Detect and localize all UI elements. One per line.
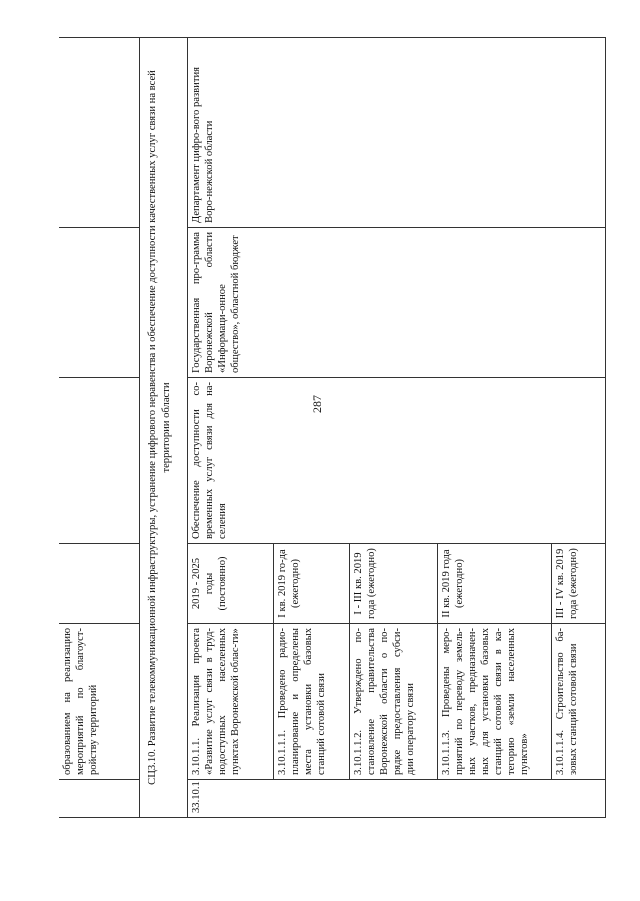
cell-executor: Департамент цифро-вого развития Воро-нежской области [187,38,605,228]
cell-event-period: I кв. 2019 го-да (ежегодно) [273,544,349,624]
cell-result: Обеспечение доступности со-временных услуг связи для на-селения [187,378,605,544]
table-row-main [187,38,273,818]
cell-event-period: I - III кв. 2019 года (ежегодно) [349,544,437,624]
program-table [59,37,606,818]
cell-empty [59,544,139,624]
cell-empty [59,228,139,378]
cell-continuation-text: образованием на реализацию мероприятий по благоуст-ройству территорий [59,624,139,780]
cell-empty [59,38,139,228]
cell-empty [59,378,139,544]
cell-main-title: 3.10.1.1. Реализация проекта «Развитие услуг связи в труд-нодоступных населенных пунктах Воронежской облас-ти» [187,624,273,780]
cell-main-period: 2019 - 2025 годы (постоянно) [187,544,273,624]
cell-event-text: 3.10.1.1.2. Утверждено по-становление правительства Воронежской области о по-рядке предоставления субси-дии оператору связи [349,624,437,780]
cell-event-period: II кв. 2019 года (ежегодно) [437,544,551,624]
table-row-continuation [59,38,139,818]
cell-program: Государственная про-грамма Воронежской области «Информаци-онное общество», областной бюджет [187,228,605,378]
cell-event-period: III - IV кв. 2019 года (ежегодно) [551,544,605,624]
section-heading: СЦ3.10. Развитие телекоммуникационной инфраструктуры, устранение цифрового неравенства и обеспечение доступности качественных услуг связи на всей территории области [139,38,187,818]
page-number: 287 [310,395,324,413]
cell-empty-code [59,780,139,818]
table-row-section [139,38,187,818]
rotated-table-container [59,38,629,818]
cell-event-text: 3.10.1.1.3. Проведены меро-приятий по переводу земель-ных участков, предназначен-ных для установки базовых станций сотовой связи в ка-тегорию «земли населенных пунктов» [437,624,551,780]
cell-code: 33.10.1 [187,780,605,818]
cell-event-text: 3.10.1.1.1. Проведено радио-планирование и определены места установки базовых станций сотовой связи [273,624,349,780]
cell-event-text: 3.10.1.1.4. Строительство ба-зовых станций сотовой связи [551,624,605,780]
